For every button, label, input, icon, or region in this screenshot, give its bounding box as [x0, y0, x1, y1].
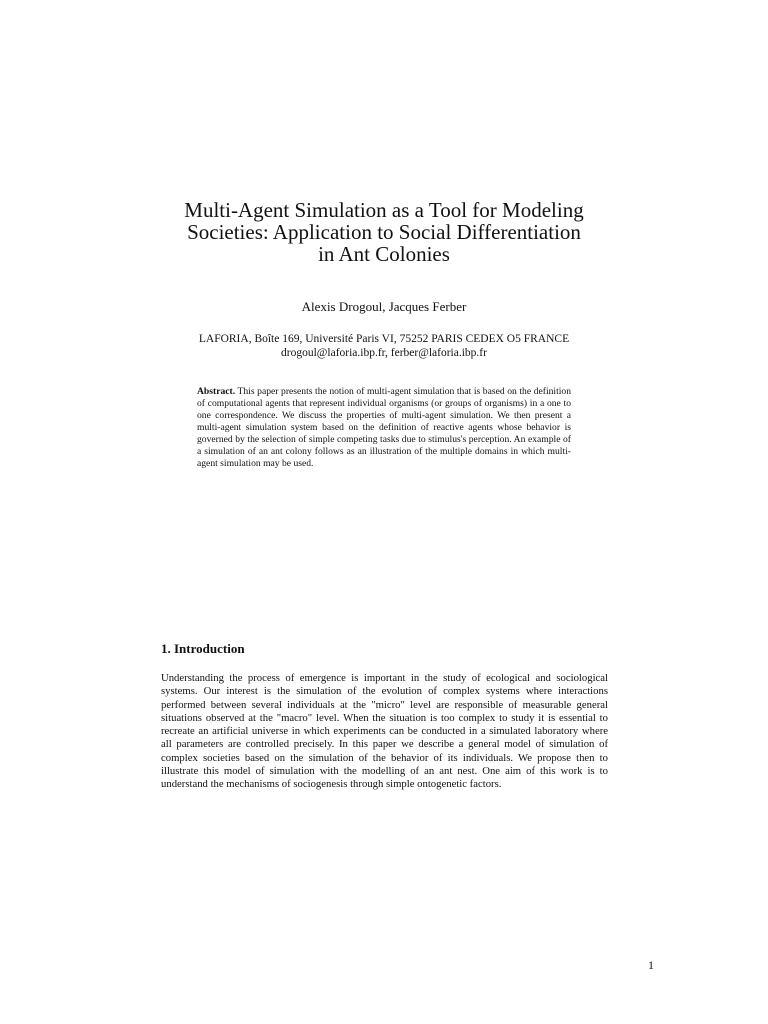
- paper-title: [140, 199, 628, 265]
- paper-authors: Alexis Drogoul, Jacques Ferber: [301, 299, 467, 314]
- section-heading-introduction: 1. Introduction: [161, 641, 245, 656]
- affiliation: LAFORIA, Boîte 169, Université Paris VI, 75252 PARIS CEDEX O5 FRANCE: [198, 333, 570, 345]
- abstract-label: Abstract.: [197, 386, 236, 397]
- abstract: [197, 386, 571, 470]
- author-affiliation-block: [150, 332, 618, 360]
- title-line: Multi-Agent Simulation as a Tool for Modeling: [184, 198, 584, 222]
- title-line: in Ant Colonies: [318, 242, 450, 266]
- author-emails: drogoul@laforia.ibp.fr, ferber@laforia.ibp.fr: [281, 347, 487, 359]
- page-number: 1: [648, 958, 654, 972]
- title-line: Societies: Application to Social Differentiation: [187, 220, 581, 244]
- abstract-text: This paper presents the notion of multi-agent simulation that is based on the definition of computational agents that represent individual organisms (or groups of organisms) in a one to one correspondence. We discuss the properties of multi-agent simulation. We then present a multi-agent simulation system based on the definition of reactive agents whose behavior is governed by the selection of simple competing tasks due to stimulus's perception. An example of a simulation of an ant colony follows as an illustration of the multiple domains in which multi-agent simulation may be used.: [197, 386, 571, 469]
- introduction-paragraph: Understanding the process of emergence is important in the study of ecological and sociological systems. Our interest is the simulation of the evolution of complex systems where interactions performed between several individuals at the "micro" level are responsible of measurable general situations observed at the "macro" level. When the situation is too complex to study it is essential to recreate an artificial universe in which experiments can be conducted in a simulated laboratory where all parameters are controlled precisely. In this paper we describe a general model of simulation of complex societies based on the simulation of the behavior of its individuals. We propose then to illustrate this model of simulation with the modelling of an ant nest. One aim of this work is to understand the mechanisms of sociogenesis through simple ontogenetic factors.: [161, 672, 608, 791]
